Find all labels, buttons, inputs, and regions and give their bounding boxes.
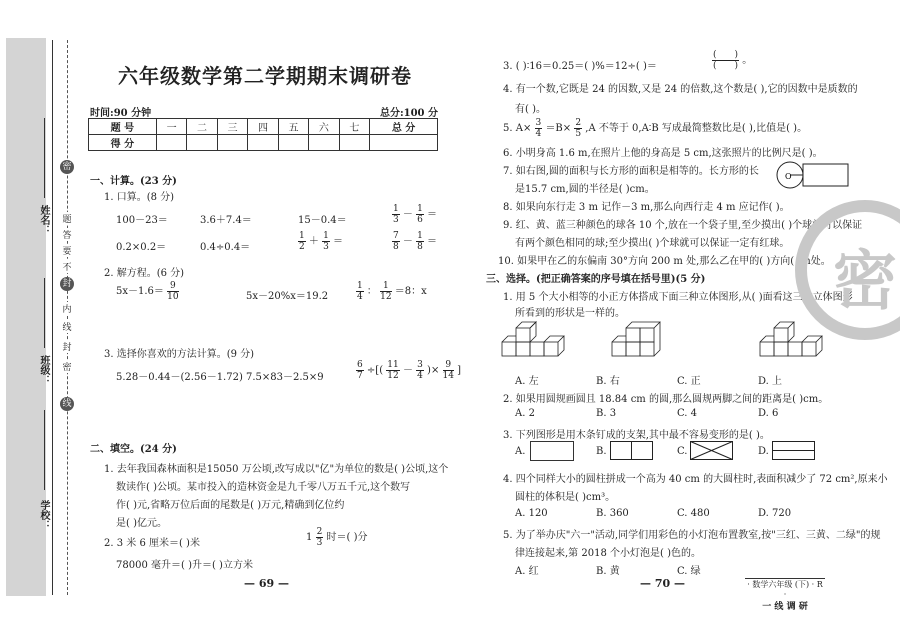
right-q3-fraction: $\frac{( )}{( )}$ 。	[713, 50, 753, 71]
frame-cross-icon	[690, 441, 734, 461]
choice-1-option[interactable]: D. 上	[758, 376, 783, 387]
choice-4-option[interactable]: B. 360	[596, 508, 629, 519]
choice-5-option[interactable]: C. 绿	[677, 566, 701, 577]
brand-footer	[745, 578, 825, 612]
fill-1-line-4: 是( )亿元。	[116, 518, 167, 529]
frame-vertical-bar-icon	[610, 441, 654, 461]
fill-1-line-3: 作( )元,省略万位后面的尾数是( )万元,精确到亿位约	[116, 500, 345, 511]
calc-2: 7.5×83－2.5×9	[246, 372, 324, 383]
cube-figures	[500, 318, 840, 366]
fraction: $\frac{1}{8}$	[417, 231, 423, 252]
seal-dashed-line	[67, 40, 68, 595]
seal-hole-3: 线	[60, 397, 74, 411]
seal-word: 不	[61, 260, 73, 273]
score-cell: 五	[278, 119, 308, 135]
seal-hole-2: 封	[60, 277, 74, 291]
q3-heading: 3. 选择你喜欢的方法计算。(9 分)	[104, 349, 255, 360]
fraction: $\frac{3}{4}$	[417, 360, 423, 381]
score-cell: 三	[217, 119, 247, 135]
score-cell: 得 分	[89, 135, 157, 151]
fraction: $\frac{9}{10}$	[167, 281, 179, 302]
gutter-edge-line	[52, 40, 53, 595]
oral-fraction-item: $\frac{1}{3}$ － $\frac{1}{6}$ ＝	[393, 204, 438, 225]
section-3-heading: 三、选择。(把正确答案的序号填在括号里)(5 分)	[486, 274, 706, 285]
page-number-right: — 70 —	[640, 577, 685, 590]
fraction: $\frac{1}{4}$	[357, 281, 363, 302]
choice-2: 2. 如果用圆规画圆且 18.84 cm 的圆,那么圆规两脚之间的距离是( )cm。	[503, 394, 829, 405]
choice-1-option[interactable]: A. 左	[515, 376, 539, 387]
exam-time: 时间:90 分钟	[90, 108, 152, 119]
choice-4-line-1: 4. 四个同样大小的圆柱拼成一个高为 40 cm 的大圆柱时,表面积减少了 72 cm²,原来小	[503, 474, 888, 485]
choice-2-option[interactable]: B. 3	[596, 408, 617, 419]
score-cell: 总 分	[370, 119, 438, 135]
fraction: $\frac{11}{12}$	[387, 360, 399, 381]
brand-title: 一 线 调 研	[762, 602, 808, 612]
fraction-blank: $\frac{( )}{( )}$	[713, 50, 739, 71]
oral-fraction-item: $\frac{7}{8}$ － $\frac{1}{8}$ ＝	[393, 231, 438, 252]
cube-figure-2	[612, 322, 660, 356]
fraction: $\frac{7}{8}$	[393, 231, 399, 252]
score-cell: 题 号	[89, 119, 157, 135]
right-q4-line-1: 4. 有一个数,它既是 24 的因数,又是 24 的倍数,这个数是( ),它的因数中是质数的	[503, 84, 858, 95]
score-table	[88, 118, 438, 151]
fill-2-part-1: 2. 3 米 6 厘米＝( )米	[104, 538, 200, 549]
fraction: $\frac{1}{2}$	[299, 231, 305, 252]
left-page	[80, 0, 450, 626]
score-input-cell[interactable]	[339, 135, 369, 151]
right-q4-line-2: 有( )。	[515, 104, 546, 115]
seal-word: 封	[61, 340, 73, 353]
oral-fraction-item: $\frac{1}{2}$ ＋ $\frac{1}{3}$ ＝	[299, 231, 344, 252]
name-label: 姓名：	[38, 205, 49, 235]
choice-1-line-1: 1. 用 5 个大小相等的小正方体搭成下面三种立体图形,从( )面看这三种立体图形	[503, 292, 853, 303]
fill-2-part-3: 78000 毫升＝( )升＝( )立方米	[116, 560, 253, 571]
class-underline	[44, 278, 45, 348]
exam-title: 六年级数学第二学期期末调研卷	[118, 64, 412, 88]
right-q7-line-1: 7. 如右图,圆的面积与长方形的面积是相等的。长方形的长	[503, 166, 759, 177]
fraction: $\frac{1}{3}$	[323, 231, 329, 252]
right-q10: 10. 如果甲在乙的东偏南 30°方向 200 m 处,那么乙在甲的( )方向( )m处。	[498, 256, 831, 267]
calc-1: 5.28－0.44－(2.56－1.72)	[116, 372, 243, 383]
frame-plain-icon	[530, 441, 574, 461]
choice-3-option[interactable]: D.	[758, 446, 769, 457]
right-q8: 8. 如果向东行走 3 m 记作－3 m,那么向西行走 4 m 应记作( )。	[503, 202, 790, 213]
seal-word: 内	[61, 302, 73, 315]
oral-item: 15－0.4＝	[298, 215, 347, 226]
fraction: $\frac{1}{12}$	[380, 281, 392, 302]
oral-item: 100－23＝	[116, 215, 168, 226]
fraction: $\frac{2}{5}$	[575, 118, 582, 139]
equation-2: 5x－20%x＝19.2	[246, 291, 329, 302]
choice-1-option[interactable]: B. 右	[596, 376, 620, 387]
choice-2-option[interactable]: D. 6	[758, 408, 779, 419]
fill-1-line-1: 1. 去年我国森林面积是15050 万公顷,改写成以"亿"为单位的数是( )公顷,这个	[104, 464, 449, 475]
fraction: $\frac{3}{4}$	[535, 118, 542, 139]
seal-word: 题	[61, 212, 73, 225]
q1-heading: 1. 口算。(8 分)	[104, 192, 175, 203]
fraction: $\frac{6}{7}$	[357, 360, 363, 381]
score-cell: 六	[309, 119, 339, 135]
score-cell: 四	[248, 119, 278, 135]
oral-item: 3.6＋7.4＝	[200, 215, 252, 226]
choice-3-option[interactable]: B.	[596, 446, 607, 457]
right-q9-line-2: 有两个颜色相同的球;至少摸出( )个球就可以保证一定有红球。	[515, 238, 790, 249]
choice-4-option[interactable]: A. 120	[515, 508, 548, 519]
right-q5: 5. A× $\frac{3}{4}$ ＝B× $\frac{2}{5}$ ,A 不等于 0,A∶B 写成最简整数比是( ),比值是( )。	[503, 118, 808, 139]
seal-stamp-icon: 密	[795, 200, 900, 340]
choice-3-option[interactable]: C.	[677, 446, 688, 457]
exam-total: 总分:100 分	[379, 108, 438, 119]
score-input-cell[interactable]	[217, 135, 247, 151]
equation-3: $\frac{1}{4}$ ： $\frac{1}{12}$ ＝8：x	[357, 281, 427, 302]
name-underline	[44, 118, 45, 198]
seal-word: 答	[61, 228, 73, 241]
choice-1-option[interactable]: C. 正	[677, 376, 701, 387]
choice-4-option[interactable]: D. 720	[758, 508, 792, 519]
score-input-cell[interactable]	[156, 135, 186, 151]
right-q3: 3. ( )∶16＝0.25＝( )%＝12÷( )＝	[503, 61, 657, 72]
score-input-cell[interactable]	[370, 135, 438, 151]
right-q9-line-1: 9. 红、黄、蓝三种颜色的球各 10 个,放在一个袋子里,至少摸出( )个球就可以保证	[503, 220, 863, 231]
score-input-cell[interactable]	[309, 135, 339, 151]
cube-figure-3	[760, 322, 822, 356]
seal-hole-1: 密	[60, 160, 74, 174]
fill-2-part-2: 1 $\frac{2}{3}$ 时＝( )分	[306, 527, 368, 548]
calc-3: $\frac{6}{7}$ ÷[( $\frac{11}{12}$ － $\frac{3}{4}$ )× $\frac{9}{14}$ ]	[357, 360, 462, 381]
fraction: $\frac{1}{6}$	[417, 204, 423, 225]
q2-heading: 2. 解方程。(6 分)	[104, 268, 185, 279]
seal-word: 要	[61, 244, 73, 257]
score-value-row	[89, 135, 438, 151]
choice-4-line-2: 圆柱的体积是( )cm³。	[515, 492, 616, 503]
score-cell: 七	[339, 119, 369, 135]
school-underline	[44, 410, 45, 490]
choice-5-option[interactable]: A. 红	[515, 566, 539, 577]
right-q6: 6. 小明身高 1.6 m,在照片上他的身高是 5 cm,这张照片的比例尺是( )。	[503, 148, 823, 159]
equation-1: 5x－1.6＝ $\frac{9}{10}$	[116, 281, 179, 302]
section-1-heading: 一、计算。(23 分)	[90, 176, 177, 187]
fraction: $\frac{9}{14}$	[442, 360, 454, 381]
choice-1-line-2: 所看到的形状是一样的。	[515, 308, 625, 319]
class-label: 班级：	[38, 355, 49, 385]
section-2-heading: 二、填空。(24 分)	[90, 444, 177, 455]
score-input-cell[interactable]	[187, 135, 217, 151]
choice-5-option[interactable]: B. 黄	[596, 566, 620, 577]
choice-3: 3. 下列图形是用木条钉成的支架,其中最不容易变形的是( )。	[503, 430, 770, 441]
choice-4-option[interactable]: C. 480	[677, 508, 710, 519]
circle-rectangle-figure	[776, 158, 850, 192]
choice-2-option[interactable]: A. 2	[515, 408, 535, 419]
seal-word: 线	[61, 320, 73, 333]
right-q7-line-2: 是15.7 cm,圆的半径是( )cm。	[515, 184, 655, 195]
fraction: $\frac{2}{3}$	[316, 527, 323, 548]
score-header-row	[89, 119, 438, 135]
fill-1-line-2: 数读作( )公顷。某市投入的造林资金是九千零八万五千元,这个数写	[116, 482, 411, 493]
frame-horizontal-bar-icon	[772, 441, 816, 461]
cube-figure-1	[502, 322, 564, 356]
score-cell: 二	[187, 119, 217, 135]
oral-item: 0.4÷0.4＝	[200, 242, 251, 253]
brand-subtitle: · 数学六年级 (下) · R ·	[747, 580, 823, 599]
choice-3-option[interactable]: A.	[515, 446, 526, 457]
score-cell: 一	[156, 119, 186, 135]
fraction: $\frac{1}{3}$	[393, 204, 399, 225]
score-input-cell[interactable]	[278, 135, 308, 151]
seal-word: 密	[61, 360, 73, 373]
page-number-left: — 69 —	[244, 577, 289, 590]
oral-item: 0.2×0.2＝	[116, 242, 167, 253]
choice-2-option[interactable]: C. 4	[677, 408, 698, 419]
circle-center-label: O	[785, 172, 792, 181]
choice-5-line-1: 5. 为了举办庆"六一"活动,同学们用彩色的小灯泡布置教室,按"三红、三黄、二绿"的规	[503, 530, 881, 541]
choice-5-line-2: 律连接起来,第 2018 个小灯泡是( )色的。	[515, 548, 701, 559]
school-label: 学校：	[38, 500, 49, 530]
seal-line	[58, 40, 78, 595]
score-input-cell[interactable]	[248, 135, 278, 151]
